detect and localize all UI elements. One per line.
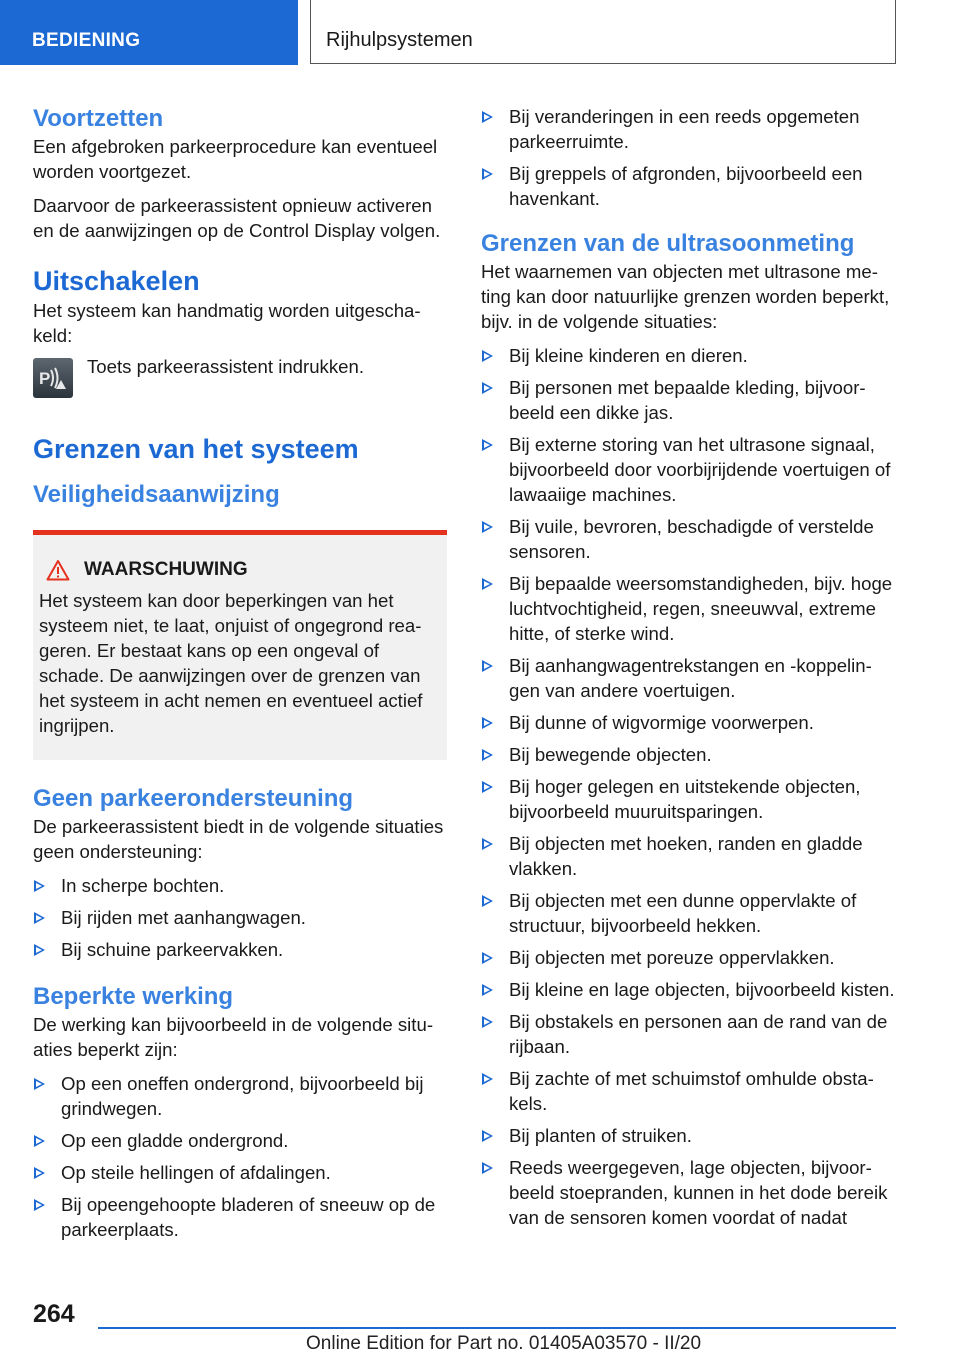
paragraph: De parkeerassistent biedt in de volgende situaties geen ondersteuning: <box>33 816 444 862</box>
list-item: Bij kleine kinderen en dieren. <box>481 343 896 368</box>
triangle-bullet-icon <box>482 1162 493 1174</box>
triangle-bullet-icon <box>482 838 493 850</box>
warning-box <box>33 530 447 760</box>
triangle-bullet-icon <box>482 984 493 996</box>
list-item: Bij opeengehoopte bladeren of sneeuw op de parkeerplaats. <box>33 1192 447 1242</box>
list-item: Bij externe storing van het ultrasone signaal, bijvoorbeeld door voorbijrijdende voertuigen of lawaaiige machines. <box>481 432 896 507</box>
list-item: Bij objecten met poreuze oppervlakken. <box>481 945 896 970</box>
list-item: Bij aanhangwagentrekstangen en -koppelingen van andere voertuigen. <box>481 653 896 703</box>
triangle-bullet-icon <box>482 1073 493 1085</box>
right-column <box>481 104 896 1237</box>
triangle-bullet-icon <box>482 521 493 533</box>
footer-divider <box>98 1327 896 1329</box>
triangle-bullet-icon <box>482 749 493 761</box>
list-item: Bij objecten met een dunne oppervlakte of structuur, bijvoorbeeld hekken. <box>481 888 896 938</box>
paragraph: De werking kan bijvoorbeeld in de volgende situaties beperkt zijn: <box>33 1014 434 1060</box>
triangle-bullet-icon <box>482 439 493 451</box>
chapter-label: BEDIENING <box>32 30 141 51</box>
list-item: Bij obstakels en personen aan de rand van de rijbaan. <box>481 1009 896 1059</box>
list-ultrasoon <box>481 343 896 1230</box>
section-label: Rijhulpsystemen <box>326 29 473 51</box>
list-item: Bij veranderingen in een reeds opgemeten parkeerruimte. <box>481 104 896 154</box>
triangle-bullet-icon <box>482 382 493 394</box>
list-item: Bij bepaalde weersomstandigheden, bijv. hoge luchtvochtigheid, regen, sneeuwval, extreme hitte, of sterke wind. <box>481 571 896 646</box>
park-assist-button-icon <box>33 358 73 398</box>
svg-text:P: P <box>39 369 51 388</box>
warning-title: WAARSCHUWING <box>84 559 248 580</box>
triangle-bullet-icon <box>482 717 493 729</box>
paragraph: Een afgebroken parkeerprocedure kan eventueel worden voortgezet. <box>33 136 438 182</box>
triangle-bullet-icon <box>34 1199 45 1211</box>
triangle-bullet-icon <box>482 895 493 907</box>
triangle-bullet-icon <box>34 880 45 892</box>
list-item: Bij personen met bepaalde kleding, bijvoorbeeld een dikke jas. <box>481 375 896 425</box>
list-item: Bij vuile, bevroren, beschadigde of verstelde sensoren. <box>481 514 896 564</box>
heading-geen-parkeerondersteuning: Geen parkeerondersteuning <box>33 785 354 812</box>
edition-note: Online Edition for Part no. 01405A03570 - II/20 <box>306 1333 702 1354</box>
paragraph: Daarvoor de parkeerassistent opnieuw activeren en de aanwijzingen op de Control Display volgen. <box>33 195 441 241</box>
warning-triangle-icon <box>46 559 70 581</box>
triangle-bullet-icon <box>482 350 493 362</box>
list-item: Bij kleine en lage objecten, bijvoorbeeld kisten. <box>481 977 896 1002</box>
warning-text: Het systeem kan door beperkingen van het systeem niet, te laat, onjuist of ongegrond reageren. Er bestaat kans op een ongeval of schade. De aanwijzingen over de grenzen van het systeem in acht nemen en eventueel actief ingrijpen. <box>39 590 423 736</box>
list-beperkte <box>33 1071 447 1242</box>
list-item: Bij hoger gelegen en uitstekende objecten, bijvoorbeeld muuruitsparingen. <box>481 774 896 824</box>
chapter-tab <box>0 0 298 65</box>
list-item: Bij greppels of afgronden, bijvoorbeeld een havenkant. <box>481 161 896 211</box>
list-item: Op een oneffen ondergrond, bijvoorbeeld bij grindwegen. <box>33 1071 447 1121</box>
list-item: Op steile hellingen of afdalingen. <box>33 1160 447 1185</box>
list-item: Bij planten of struiken. <box>481 1123 896 1148</box>
heading-ultrasoonmeting: Grenzen van de ultrasoonmeting <box>481 230 855 257</box>
list-item: Bij bewegende objecten. <box>481 742 896 767</box>
triangle-bullet-icon <box>482 660 493 672</box>
triangle-bullet-icon <box>34 1078 45 1090</box>
warning-header <box>39 557 441 582</box>
heading-uitschakelen: Uitschakelen <box>33 266 200 296</box>
page-number: 264 <box>33 1300 75 1328</box>
heading-voortzetten: Voortzetten <box>33 105 164 132</box>
triangle-bullet-icon <box>34 944 45 956</box>
triangle-bullet-icon <box>482 1016 493 1028</box>
triangle-bullet-icon <box>482 578 493 590</box>
list-item: Bij dunne of wigvormige voorwerpen. <box>481 710 896 735</box>
triangle-bullet-icon <box>482 1130 493 1142</box>
left-column <box>33 104 447 1249</box>
triangle-bullet-icon <box>34 1167 45 1179</box>
section-header <box>310 0 896 64</box>
triangle-bullet-icon <box>482 168 493 180</box>
triangle-bullet-icon <box>482 781 493 793</box>
list-item: Bij schuine parkeervakken. <box>33 937 447 962</box>
paragraph: Het waarnemen van objecten met ultrasone meting kan door natuurlijke grenzen worden beperkt, bijv. in de volgende situaties: <box>481 261 890 332</box>
triangle-bullet-icon <box>482 111 493 123</box>
list-item: Bij rijden met aanhangwagen. <box>33 905 447 930</box>
list-item: In scherpe bochten. <box>33 873 447 898</box>
triangle-bullet-icon <box>34 912 45 924</box>
list-item: Op een gladde ondergrond. <box>33 1128 447 1153</box>
heading-grenzen: Grenzen van het systeem <box>33 434 359 464</box>
paragraph: Het systeem kan handmatig worden uitgeschakeld: <box>33 300 421 346</box>
list-item: Bij zachte of met schuimstof omhulde obstakels. <box>481 1066 896 1116</box>
triangle-bullet-icon <box>34 1135 45 1147</box>
list-geen <box>33 873 447 962</box>
heading-beperkte-werking: Beperkte werking <box>33 983 234 1010</box>
button-instruction <box>33 354 447 398</box>
list-top <box>481 104 896 211</box>
triangle-bullet-icon <box>482 952 493 964</box>
heading-veiligheidsaanwijzing: Veiligheidsaanwijzing <box>33 481 280 508</box>
list-item: Reeds weergegeven, lage objecten, bijvoorbeeld stoepranden, kunnen in het dode bereik van de sensoren komen voordat of nadat <box>481 1155 896 1230</box>
list-item: Bij objecten met hoeken, randen en gladde vlakken. <box>481 831 896 881</box>
button-instruction-text: Toets parkeerassistent indrukken. <box>87 356 364 377</box>
